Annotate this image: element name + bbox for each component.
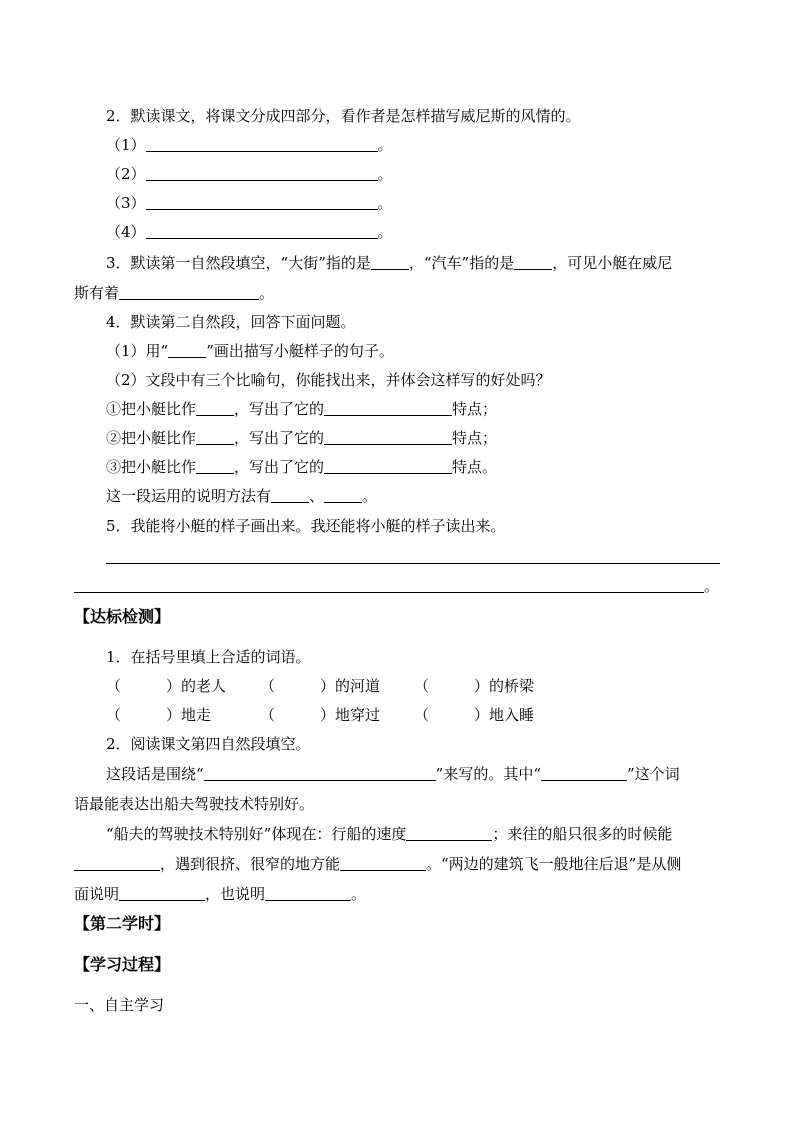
answer-blank[interactable] <box>146 193 378 210</box>
t2-text: ，遇到很挤、很窄的地方能 <box>160 855 341 873</box>
q2-item-3 <box>106 193 393 213</box>
q3-text-c: ，可见小艇在威尼 <box>552 254 673 272</box>
q5-answer-line-2[interactable] <box>74 592 704 593</box>
fill-bracket[interactable]: （ ）的河道 <box>260 677 381 695</box>
q4-row-2 <box>106 428 497 448</box>
period: 。 <box>377 223 393 241</box>
row-text-b: ，写出了它的 <box>234 400 325 418</box>
row-text-a: ①把小艇比作 <box>106 400 197 418</box>
item-label: （3） <box>106 194 146 212</box>
row-text-c: 特点； <box>452 400 498 418</box>
q4-row-3 <box>106 457 497 477</box>
answer-blank[interactable] <box>146 222 378 239</box>
t1-row-2 <box>106 705 534 725</box>
t2-text: “船夫的驾驶技术特别好”体现在：行船的速度 <box>106 825 407 843</box>
row-text-c: 特点。 <box>452 458 498 476</box>
answer-blank[interactable] <box>324 428 452 445</box>
answer-blank[interactable] <box>168 341 206 358</box>
q2-prompt: 2．默读课文，将课文分成四部分，看作者是怎样描写威尼斯的风情的。 <box>106 107 581 125</box>
answer-blank[interactable] <box>324 457 452 474</box>
period: 。 <box>377 165 393 183</box>
answer-blank[interactable] <box>119 884 205 901</box>
q2-item-2 <box>106 164 393 184</box>
q4-s1-b: ”画出描写小艇样子的句子。 <box>206 342 394 360</box>
section-heading-learning-process: 【学习过程】 <box>74 955 171 974</box>
row-text-a: ②把小艇比作 <box>106 429 197 447</box>
fill-bracket[interactable]: （ ）地走 <box>106 706 212 724</box>
q5-prompt: 5．我能将小艇的样子画出来。我还能将小艇的样子读出来。 <box>106 517 506 535</box>
answer-blank[interactable] <box>271 486 309 503</box>
section-heading-self-study: 一、自主学习 <box>74 996 165 1014</box>
t2-para2-line1 <box>106 824 672 844</box>
q3-text-b: ，“汽车”指的是 <box>408 254 515 272</box>
q5-end-period: 。 <box>704 577 720 595</box>
q4-method <box>106 486 377 506</box>
period: 。 <box>351 885 367 903</box>
t2-text: 。“两边的建筑飞一般地往后退”是从侧 <box>426 855 682 873</box>
t2-prompt: 2．阅读课文第四自然段填空。 <box>106 735 311 753</box>
t2-para1-line1 <box>106 764 680 784</box>
item-label: （1） <box>106 136 146 154</box>
q2-item-1 <box>106 135 393 155</box>
period: 。 <box>377 194 393 212</box>
t1-prompt: 1．在括号里填上合适的词语。 <box>106 648 311 666</box>
t1-row-1 <box>106 676 534 696</box>
answer-blank[interactable] <box>196 399 234 416</box>
q4-prompt: 4．默读第二自然段，回答下面问题。 <box>106 313 356 331</box>
t2-text: 这段话是围绕“ <box>106 765 204 783</box>
period: 。 <box>377 136 393 154</box>
answer-blank[interactable] <box>541 764 627 781</box>
row-text-a: ③把小艇比作 <box>106 458 197 476</box>
answer-blank[interactable] <box>340 854 426 871</box>
period: 。 <box>362 487 378 505</box>
section-heading-second-period: 【第二学时】 <box>74 914 171 933</box>
answer-blank[interactable] <box>196 428 234 445</box>
answer-blank[interactable] <box>406 824 492 841</box>
q3-text-d: 斯有着 <box>74 284 120 302</box>
q2-item-4 <box>106 222 393 242</box>
answer-blank[interactable] <box>74 854 160 871</box>
q3-line-2 <box>74 283 274 303</box>
fill-bracket[interactable]: （ ）的老人 <box>106 677 227 695</box>
method-text: 这一段运用的说明方法有 <box>106 487 272 505</box>
answer-blank[interactable] <box>265 884 351 901</box>
q5-answer-line-1[interactable] <box>106 563 720 564</box>
t2-para1-line2: 语最能表达出船夫驾驶技术特别好。 <box>74 795 315 813</box>
answer-blank[interactable] <box>324 399 452 416</box>
answer-blank[interactable] <box>371 253 409 270</box>
q4-sub-1 <box>106 341 394 361</box>
t2-text: ”这个词 <box>627 765 680 783</box>
comma: 、 <box>309 487 325 505</box>
item-label: （2） <box>106 165 146 183</box>
item-label: （4） <box>106 223 146 241</box>
q4-sub-2: （2）文段中有三个比喻句，你能找出来，并体会这样写的好处吗？ <box>106 371 551 389</box>
answer-blank[interactable] <box>204 764 436 781</box>
q4-row-1 <box>106 399 497 419</box>
t2-text: 面说明 <box>74 885 120 903</box>
row-text-b: ，写出了它的 <box>234 458 325 476</box>
t2-text: ；来往的船只很多的时候能 <box>492 825 673 843</box>
q4-s1-a: （1）用“ <box>106 342 169 360</box>
q3-text-a: 3．默读第一自然段填空，“大街”指的是 <box>106 254 371 272</box>
row-text-b: ，写出了它的 <box>234 429 325 447</box>
answer-blank[interactable] <box>196 457 234 474</box>
period: 。 <box>259 284 275 302</box>
q3-line-1 <box>106 253 672 273</box>
fill-bracket[interactable]: （ ）地入睡 <box>414 706 535 724</box>
row-text-c: 特点； <box>452 429 498 447</box>
answer-blank[interactable] <box>119 283 259 300</box>
fill-bracket[interactable]: （ ）地穿过 <box>260 706 381 724</box>
answer-blank[interactable] <box>146 164 378 181</box>
answer-blank[interactable] <box>514 253 552 270</box>
t2-text: ，也说明 <box>205 885 266 903</box>
t2-para2-line3 <box>74 884 366 904</box>
t2-text: ”来写的。其中“ <box>435 765 542 783</box>
answer-blank[interactable] <box>324 486 362 503</box>
fill-bracket[interactable]: （ ）的桥梁 <box>414 677 535 695</box>
section-heading-test: 【达标检测】 <box>74 607 171 626</box>
t2-para2-line2 <box>74 854 681 874</box>
answer-blank[interactable] <box>146 135 378 152</box>
